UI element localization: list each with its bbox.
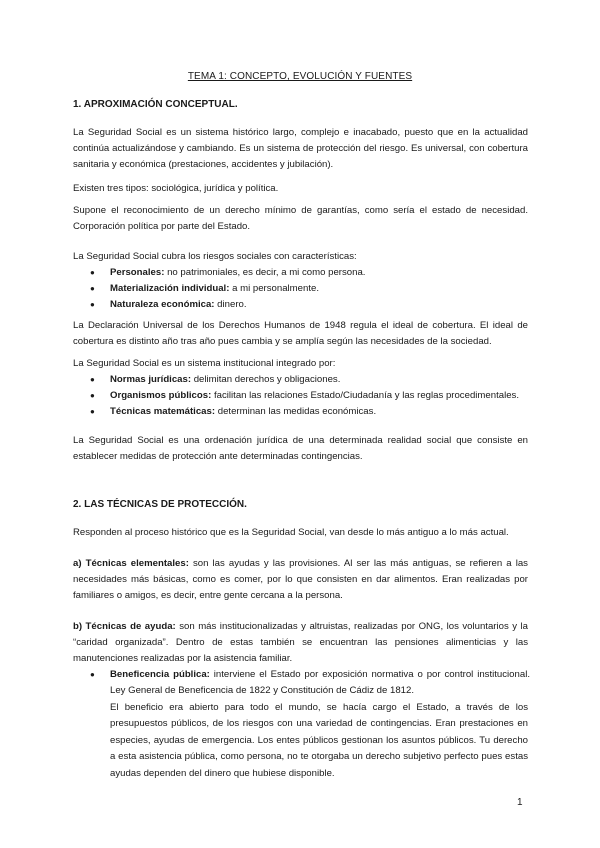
ayuda-list [90, 667, 530, 700]
beneficencia-continuation: El beneficio era abierto para todo el mundo, se hacía cargo el Estado, a través de los presupuestos públicos, de los riesgos con una variedad de contingencias. Eran prestaciones en especies, ayudas de emergencia. Los entes públicos gestionan los asuntos públicos. Tu derecho a esta asistencia pública, como persona, no te otorgaba un derecho subjetivo perfecto pues estas ayudas dependen del dinero que hubiese disponible. [110, 702, 528, 779]
s2-paragraph-a: a) Técnicas elementales: son las ayudas y las provisiones. Al ser las más antiguas, se refieren a las necesidades más básicas, como es comer, por lo que consisten en dar alimentos. Eran realizadas por familiares o amigos, es decir, entre gente cercana a la persona. [73, 558, 528, 602]
page-number: 1 [517, 797, 523, 808]
list-item: ● Beneficencia pública: interviene el Estado por exposición normativa o por control institucional. Ley General de Beneficencia de 1822 y Constitución de Cádiz de 1812. [90, 667, 530, 700]
s1-paragraph-7: La Seguridad Social es una ordenación jurídica de una determinada realidad social que consiste en establecer medidas de protección ante determinadas contingencias. [73, 435, 528, 463]
s2-paragraph-b: b) Técnicas de ayuda: son más institucionalizadas y altruistas, realizadas por ONG, los voluntarios y la “caridad organizada”. Dentro de estas también se encuentran las pensiones alimenticias y las manutenciones realizadas por la asistencia familiar. [73, 621, 529, 665]
s1-paragraph-4: La Seguridad Social cubra los riesgos sociales con características: [73, 251, 357, 262]
section-1-heading: 1. APROXIMACIÓN CONCEPTUAL. [73, 99, 238, 110]
s1-paragraph-5: La Declaración Universal de los Derechos Humanos de 1948 regula el ideal de cobertura. El ideal de cobertura es distinto año tras año pues cambia y se amplía según las necesidades de la sociedad. [73, 320, 528, 348]
list-item: ● Técnicas matemáticas: determinan las medidas económicas. [90, 404, 530, 420]
list-item: ● Organismos públicos: facilitan las relaciones Estado/Ciudadanía y las reglas procedimentales. [90, 388, 530, 404]
s1-paragraph-1: La Seguridad Social es un sistema histórico largo, complejo e inacabado, puesto que en la actualidad continúa actualizándose y cambiando. Es un sistema de protección del riesgo. Es universal, con cobertura sanitaria y económica (prestaciones, accidentes y jubilación). [73, 127, 528, 171]
s1-paragraph-2: Existen tres tipos: sociológica, jurídica y política. [73, 183, 279, 194]
risk-characteristics-list [90, 265, 530, 312]
list-item: ● Naturaleza económica: dinero. [90, 297, 530, 313]
section-2-heading: 2. LAS TÉCNICAS DE PROTECCIÓN. [73, 499, 247, 510]
list-item: ● Personales: no patrimoniales, es decir, a mi como persona. [90, 265, 530, 281]
s2-paragraph-1: Responden al proceso histórico que es la Seguridad Social, van desde lo más antiguo a lo más actual. [73, 527, 509, 538]
document-title: TEMA 1: CONCEPTO, EVOLUCIÓN Y FUENTES [187, 71, 413, 82]
list-item: ● Materialización individual: a mi personalmente. [90, 281, 530, 297]
institutional-system-list [90, 372, 530, 419]
s1-paragraph-6: La Seguridad Social es un sistema institucional integrado por: [73, 358, 336, 369]
list-item: ● Normas jurídicas: delimitan derechos y obligaciones. [90, 372, 530, 388]
s1-paragraph-3: Supone el reconocimiento de un derecho mínimo de garantías, como sería el estado de necesidad. Corporación política por parte del Estado. [73, 205, 528, 233]
